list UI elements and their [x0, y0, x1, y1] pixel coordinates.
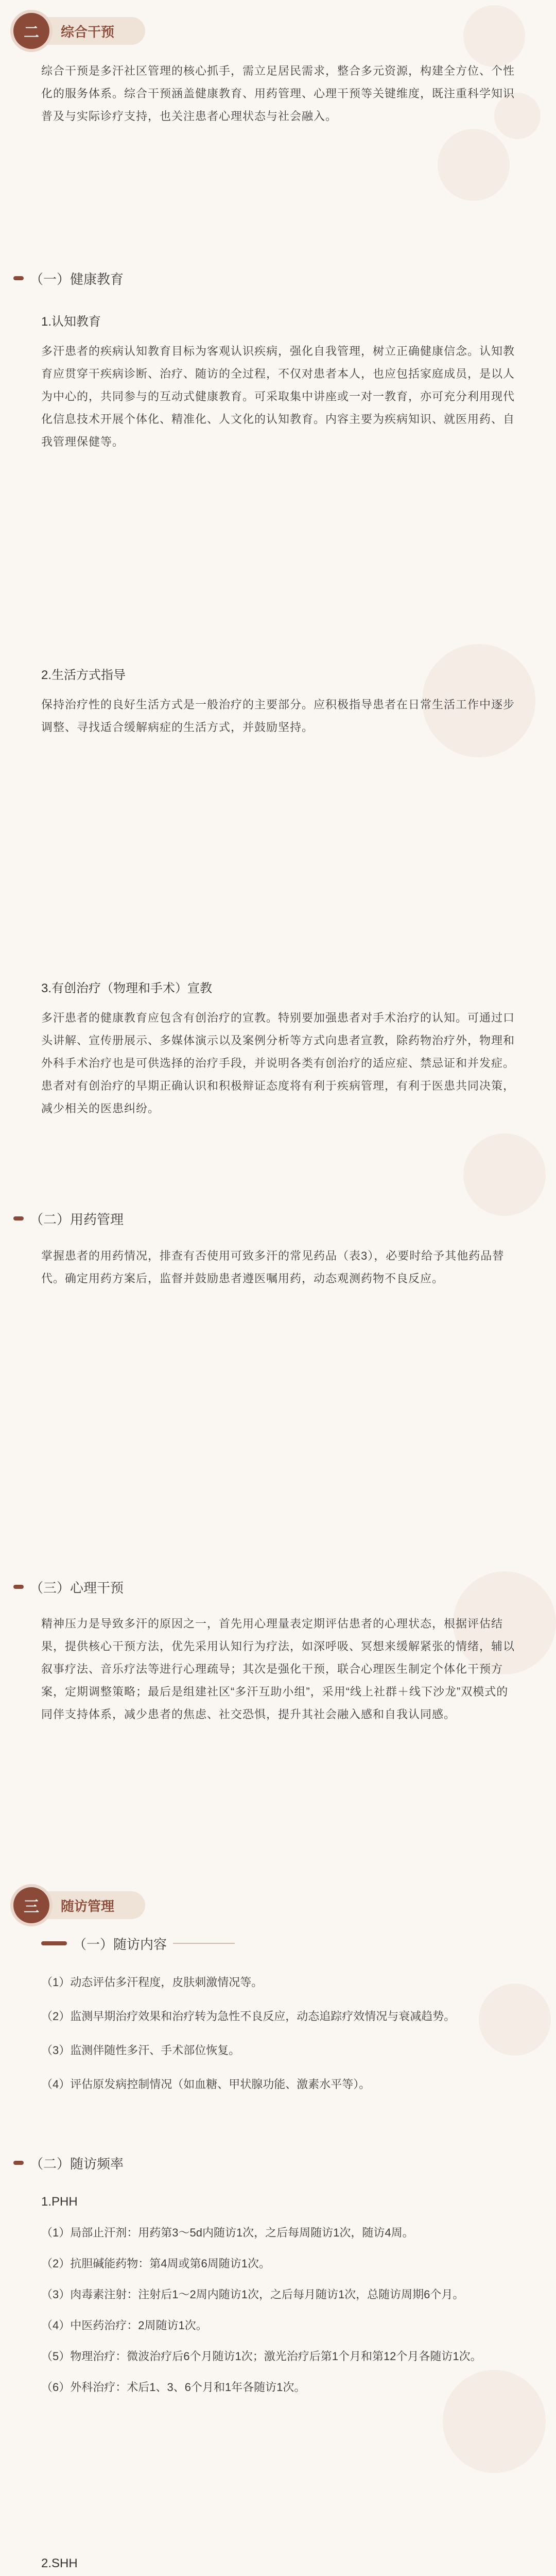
sub-heading-label: （一）随访内容 — [73, 1936, 167, 1952]
sub-heading — [13, 1208, 127, 1229]
item-title: 2.SHH — [41, 2556, 78, 2570]
item-title: 1.认知教育 — [41, 315, 101, 329]
decor-shape — [438, 129, 510, 201]
paragraph: 多汗患者的健康教育应包含有创治疗的宣教。特别要加强患者对手术治疗的认知。可通过口头讲解、宣传册展示、多媒体演示以及案例分析等方式向患者宣教，除药物治疗外，物理和外科手术治疗也是可供选择的治疗手段，并说明各类有创治疗的适应症、禁忌证和并发症。患者对有创治疗的早期正确认识和积极辩证态度将有利于疾病管理，有利于医患共同决策，减少相关的医患纠纷。 — [41, 1011, 515, 1115]
section-title: 随访管理 — [41, 1891, 145, 1919]
section-number-badge: 三 — [13, 1887, 49, 1923]
list-item: （5）物理治疗：微波治疗后6个月随访1次；激光治疗后第1个月和第12个月各随访1次。 — [41, 2350, 482, 2363]
sub-heading-label: （二）随访频率 — [30, 2156, 124, 2172]
sub-heading — [13, 268, 127, 289]
item-title: 2.生活方式指导 — [41, 668, 126, 682]
item-title: 3.有创治疗（物理和手术）宣教 — [41, 981, 213, 995]
paragraph: 掌握患者的用药情况，排查有否使用可致多汗的常见药品（表3），必要时给予其他药品替代。确定用药方案后，监督并鼓励患者遵医嘱用药，动态观测药物不良反应。 — [41, 1249, 505, 1285]
paragraph: 精神压力是导致多汗的原因之一，首先用心理量表定期评估患者的心理状态，根据评估结果，提供核心干预方法，优先采用认知行为疗法，如深呼吸、冥想来缓解紧张的情绪，辅以叙事疗法、音乐疗法等进行心理疏导；其次是强化干预，联合心理医生制定个体化干预方案，定期调整策略；最后是组建社区“多汗互助小组”，采用“线上社群＋线下沙龙”双模式的同伴支持体系，减少患者的焦虑、社交恐惧，提升其社会融入感和自我认同感。 — [41, 1617, 515, 1721]
list-item: （1）动态评估多汗程度，皮肤刺激情况等。 — [41, 1976, 263, 1989]
list-item: （2）监测早期治疗效果和治疗转为急性不良反应，动态追踪疗效情况与衰减趋势。 — [41, 2010, 456, 2023]
list-item: （3）肉毒素注射：注射后1～2周内随访1次，之后每月随访1次，总随访周期6个月。 — [41, 2288, 464, 2301]
list-item: （2）抗胆碱能药物：第4周或第6周随访1次。 — [41, 2257, 270, 2270]
item-title: 1.PHH — [41, 2195, 78, 2209]
paragraph: 保持治疗性的良好生活方式是一般治疗的主要部分。应积极指导患者在日常生活工作中逐步调整、寻找适合缓解病症的生活方式，并鼓励坚持。 — [41, 698, 515, 734]
list-item: （3）监测伴随性多汗、手术部位恢复。 — [41, 2044, 240, 2057]
sub-heading-label: （三）心理干预 — [30, 1580, 124, 1596]
sub-heading — [41, 1933, 235, 1954]
section-title: 综合干预 — [41, 17, 145, 45]
intro-paragraph: 综合干预是多汗社区管理的核心抓手，需立足居民需求，整合多元资源，构建全方位、个性化的服务体系。综合干预涵盖健康教育、用药管理、心理干预等关键维度，既注重科学知识普及与实际诊疗支持，也关注患者心理状态与社会融入。 — [41, 64, 515, 123]
list-item: （6）外科治疗：术后1、3、6个月和1年各随访1次。 — [41, 2381, 306, 2394]
list-item: （4）中医药治疗：2周随访1次。 — [41, 2319, 207, 2332]
decor-shape — [463, 1133, 546, 1216]
section-header — [13, 1886, 543, 1925]
section-number-badge: 二 — [13, 13, 49, 49]
sub-heading-label: （一）健康教育 — [30, 271, 124, 287]
list-item: （4）评估原发病控制情况（如血糖、甲状腺功能、激素水平等）。 — [41, 2078, 371, 2091]
sub-heading-label: （二）用药管理 — [30, 1211, 124, 1227]
sub-heading — [13, 1577, 127, 1597]
sub-heading — [13, 2153, 127, 2173]
section-header — [13, 11, 543, 50]
paragraph: 多汗患者的疾病认知教育目标为客观认识疾病，强化自我管理，树立正确健康信念。认知教育应贯穿干疾病诊断、治疗、随访的全过程，不仅对患者本人，也应包括家庭成员，是以人为中心的，共同参与的互动式健康教育。可采取集中讲座或一对一教育，亦可充分利用现代化信息技术开展个体化、精准化、人文化的认知教育。内容主要为疾病知识、就医用药、自我管理保健等。 — [41, 345, 515, 448]
list-item: （1）局部止汗剂：用药第3～5d内随访1次，之后每周随访1次，随访4周。 — [41, 2226, 414, 2239]
